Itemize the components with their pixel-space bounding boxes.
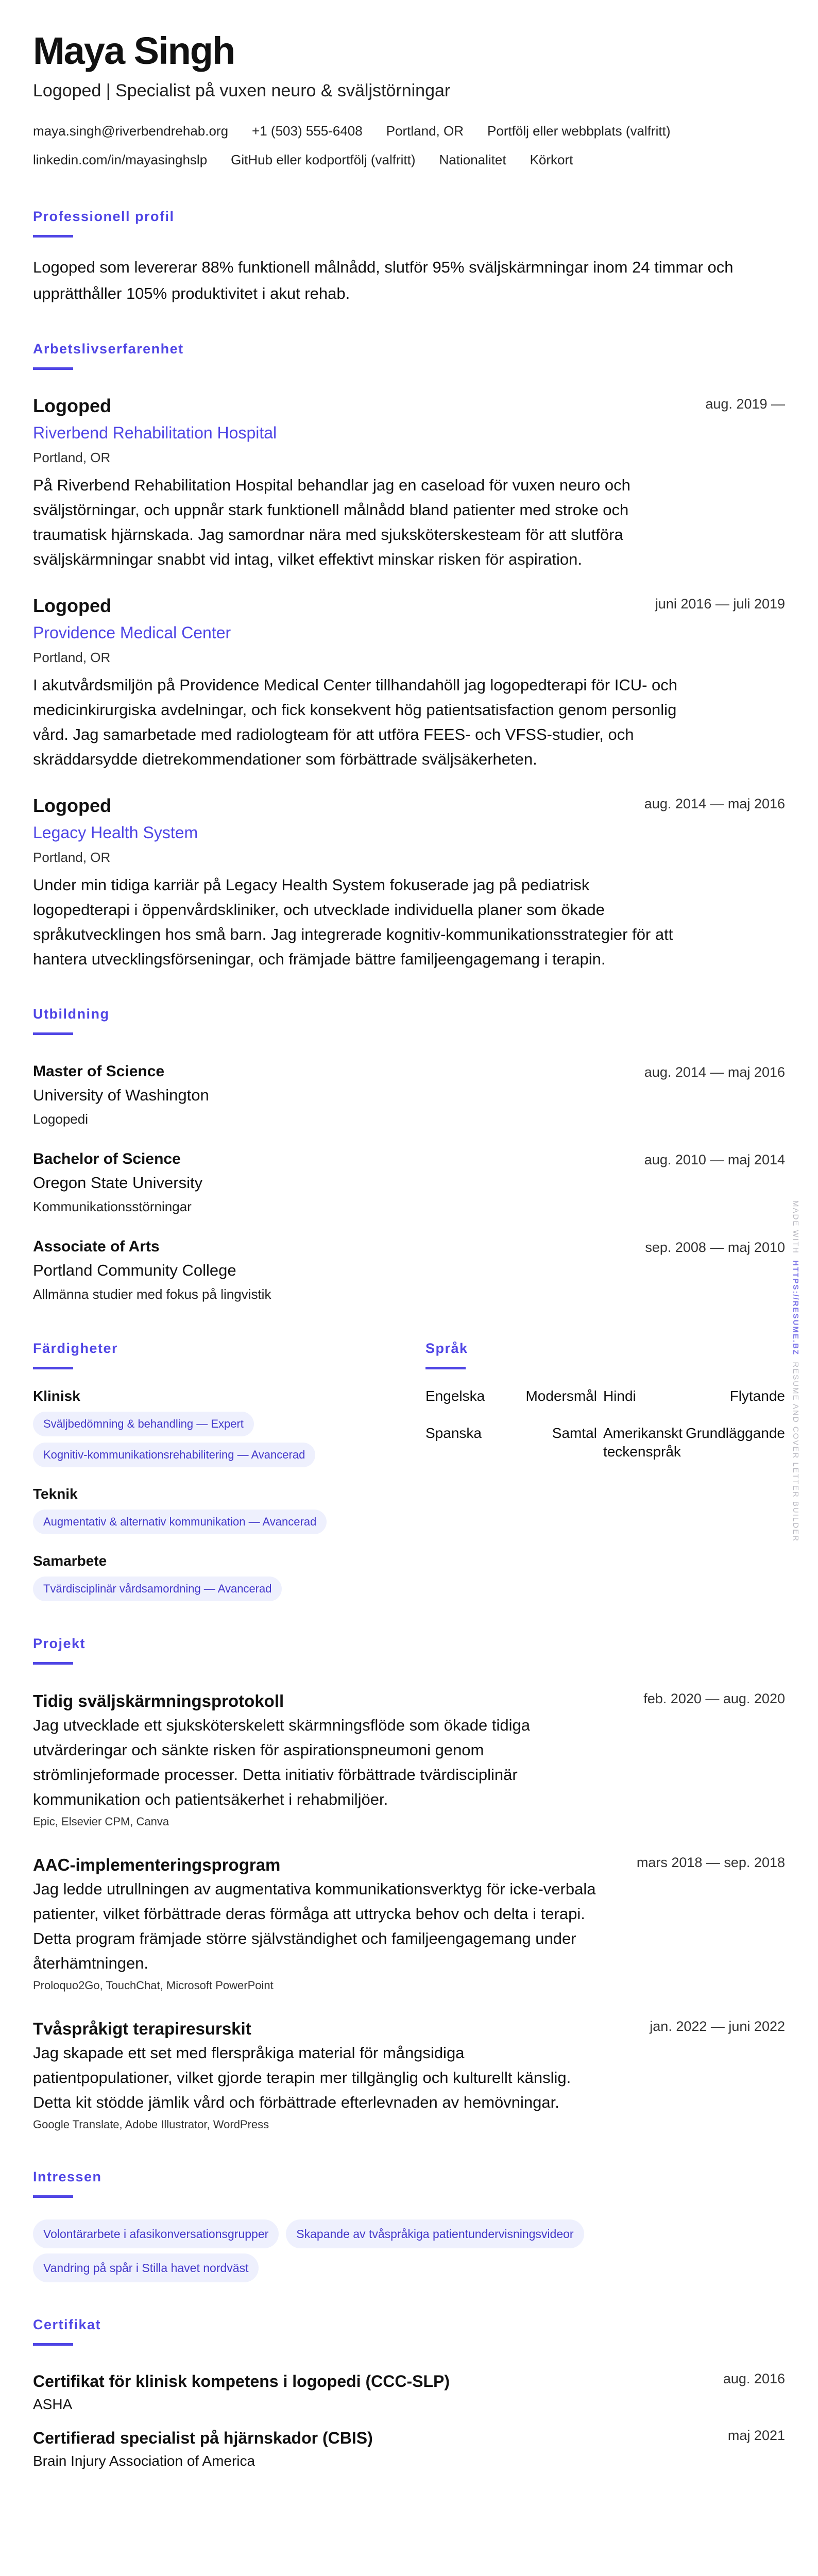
project-description: Jag skapade ett set med flerspråkiga material för mångsidiga patientpopulationer, vilket gjorde terapin mer tillgänglig och kulturellt känslig. Detta kit stödde jämlik vård och förbättrade efterlevnaden av hemövningar.	[33, 2044, 571, 2111]
education-date: sep. 2008 — maj 2010	[645, 1240, 785, 1255]
institution: Portland Community College	[33, 1261, 236, 1279]
education-section	[33, 1006, 785, 1306]
skill-tag: Augmentativ & alternativ kommunikation — Avancerad	[33, 1510, 327, 1534]
interest-tag: Volontärarbete i afasikonversationsgrupper	[33, 2219, 279, 2248]
contact-linkedin[interactable]: linkedin.com/in/mayasinghslp	[33, 152, 208, 167]
skill-category: Samarbete	[33, 1553, 107, 1569]
language-name: Amerikanskt teckenspråk	[603, 1425, 683, 1460]
contact-email[interactable]: maya.singh@riverbendrehab.org	[33, 123, 229, 139]
skill-tag: Tvärdisciplinär vårdsamordning — Avancerad	[33, 1577, 282, 1601]
watermark-prefix: MADE WITH	[791, 1200, 800, 1254]
language-list	[425, 1387, 785, 1480]
project-tools: Proloquo2Go, TouchChat, Microsoft PowerPoint	[33, 1979, 274, 1992]
section-title: Språk	[425, 1341, 468, 1356]
certificate-entry	[33, 2426, 785, 2472]
language-level: Grundläggande	[685, 1425, 785, 1441]
job-description: På Riverbend Rehabilitation Hospital behandlar jag en caseload för vuxen neuro och sväljstörningar, och uppnår stark funktionell målnådd bland patienter med stroke och traumatisk hjärnskada. Jag samordnar nära med sjuksköterskesteam för att slutföra sväljskärmningar snabbt vid intag, vilket effektivt minskar risken för aspiration.	[33, 476, 630, 568]
language-level: Modersmål	[525, 1388, 597, 1404]
watermark-suffix: RESUME AND COVER LETTER BUILDER	[791, 1362, 800, 1542]
section-title: Intressen	[33, 2169, 102, 2184]
resume-header	[33, 29, 785, 174]
education-entry	[33, 1060, 785, 1131]
section-divider	[33, 2195, 73, 2198]
section-divider	[33, 1032, 73, 1035]
interest-tag: Skapande av tvåspråkiga patientundervisningsvideor	[286, 2219, 584, 2248]
language-level: Samtal	[552, 1425, 597, 1441]
section-divider	[33, 235, 73, 238]
job-date: juni 2016 — juli 2019	[655, 596, 785, 612]
job-date: aug. 2014 — maj 2016	[644, 796, 785, 811]
interest-tag: Vandring på spår i Stilla havet nordväst	[33, 2253, 259, 2282]
education-date: aug. 2010 — maj 2014	[644, 1152, 785, 1167]
skill-tags	[33, 1436, 425, 1467]
education-entry	[33, 1235, 785, 1306]
job-location: Portland, OR	[33, 450, 111, 465]
certificate-issuer: ASHA	[33, 2396, 73, 2412]
job-company: Legacy Health System	[33, 823, 198, 842]
section-divider	[33, 2343, 73, 2346]
section-divider	[33, 1367, 73, 1369]
job-company: Riverbend Rehabilitation Hospital	[33, 423, 277, 442]
job-description: Under min tidiga karriär på Legacy Health System fokuserade jag på pediatrisk logopedterapi i öppenvårdskliniker, och utvecklade individuella planer som ökade språkutvecklingen hos små barn. Jag integrerade kognitiv-kommunikationsstrategier för att hantera utvecklingsförseningar, och främjade bättre familjeengagemang i terapin.	[33, 876, 673, 968]
contact-portfolio[interactable]: Portfölj eller webbplats (valfritt)	[487, 123, 671, 139]
language-item	[603, 1387, 785, 1405]
contact-phone[interactable]: +1 (503) 555-6408	[252, 123, 363, 139]
project-date: mars 2018 — sep. 2018	[636, 1855, 785, 1870]
interest-tags	[33, 2214, 703, 2282]
language-item	[603, 1424, 785, 1461]
languages-section	[425, 1340, 785, 1601]
job-location: Portland, OR	[33, 850, 111, 865]
skill-tags	[33, 1570, 425, 1601]
job-location: Portland, OR	[33, 650, 111, 665]
skill-category: Teknik	[33, 1486, 78, 1502]
skill-category: Klinisk	[33, 1388, 80, 1404]
section-title: Professionell profil	[33, 209, 175, 224]
experience-entry	[33, 395, 785, 572]
certificate-issuer: Brain Injury Association of America	[33, 2453, 255, 2469]
degree: Bachelor of Science	[33, 1150, 181, 1167]
certificate-date: aug. 2016	[723, 2371, 785, 2386]
builder-watermark	[791, 1200, 800, 1542]
skills-languages-row	[33, 1340, 785, 1601]
skill-tag: Sväljbedömning & behandling — Expert	[33, 1412, 254, 1436]
project-entry	[33, 1853, 785, 1995]
skill-tag: Kognitiv-kommunikationsrehabilitering — Avancerad	[33, 1443, 315, 1467]
skill-tags	[33, 1503, 425, 1534]
certificate-name: Certifikat för klinisk kompetens i logopedi (CCC-SLP)	[33, 2372, 450, 2391]
institution: Oregon State University	[33, 1174, 203, 1192]
contact-nationality: Nationalitet	[439, 152, 506, 167]
language-name: Engelska	[425, 1388, 485, 1404]
field-of-study: Kommunikationsstörningar	[33, 1199, 192, 1214]
contact-list	[33, 116, 785, 174]
section-divider	[425, 1367, 466, 1369]
interests-section	[33, 2168, 785, 2282]
project-tools: Epic, Elsevier CPM, Canva	[33, 1815, 169, 1828]
candidate-headline: Logoped | Specialist på vuxen neuro & sväljstörningar	[33, 81, 451, 100]
language-name: Hindi	[603, 1388, 636, 1404]
project-name: Tvåspråkigt terapiresurskit	[33, 2019, 251, 2038]
project-description: Jag ledde utrullningen av augmentativa kommunikationsverktyg för icke-verbala patienter, vilket förbättrade deras förmåga att uttrycka behov och delta i terapi. Detta program främjade större självständighet och familjeengagemang under återhämtningen.	[33, 1880, 596, 1972]
contact-location: Portland, OR	[386, 123, 464, 139]
certificate-date: maj 2021	[727, 2428, 785, 2443]
language-level: Flytande	[729, 1388, 785, 1404]
profile-summary: Logoped som levererar 88% funktionell målnådd, slutför 95% sväljskärmningar inom 24 timmar och upprätthåller 105% produktivitet i akut rehab.	[33, 258, 734, 302]
job-title: Logoped	[33, 395, 111, 416]
section-title: Projekt	[33, 1636, 86, 1651]
field-of-study: Allmänna studier med fokus på lingvistik	[33, 1286, 271, 1302]
section-title: Utbildning	[33, 1006, 110, 1022]
section-title: Arbetslivserfarenhet	[33, 341, 184, 357]
candidate-name: Maya Singh	[33, 29, 235, 72]
job-title: Logoped	[33, 795, 111, 816]
section-divider	[33, 1662, 73, 1665]
project-entry	[33, 2017, 785, 2134]
job-description: I akutvårdsmiljön på Providence Medical Center tillhandahöll jag logopedterapi för ICU- och medicinkirurgiska avdelningar, och fick konsekvent hög patientsatisfaction genom personlig vård. Jag samarbetade med radiologteam för att utföra FEES- och VFSS-studier, och skräddarsydde dietrekommendationer som förbättrade sväljsäkerheten.	[33, 676, 678, 768]
profile-section	[33, 208, 785, 307]
job-title: Logoped	[33, 595, 111, 616]
language-item	[425, 1387, 597, 1405]
education-entry	[33, 1147, 785, 1218]
certificate-entry	[33, 2369, 785, 2416]
watermark-link[interactable]: HTTPS://RESUME.BZ	[791, 1260, 800, 1356]
contact-drivers-license: Körkort	[530, 152, 573, 167]
section-title: Färdigheter	[33, 1341, 118, 1356]
project-name: Tidig sväljskärmningsprotokoll	[33, 1691, 284, 1710]
project-date: jan. 2022 — juni 2022	[650, 2019, 785, 2034]
language-item	[425, 1424, 597, 1461]
certificates-section	[33, 2316, 785, 2472]
education-date: aug. 2014 — maj 2016	[644, 1064, 785, 1080]
certificate-name: Certifierad specialist på hjärnskador (CBIS)	[33, 2429, 373, 2447]
experience-section	[33, 341, 785, 972]
project-description: Jag utvecklade ett sjuksköterskelett skärmningsflöde som ökade tidiga utvärderingar och sänkte risken för aspirationspneumoni genom strömlinjeformade processer. Detta initiativ förbättrade tvärdisciplinär kommunikation och patientsäkerhet i rehabmiljöer.	[33, 1716, 530, 1808]
degree: Associate of Arts	[33, 1238, 160, 1255]
experience-entry	[33, 794, 785, 972]
skills-section	[33, 1340, 425, 1601]
experience-entry	[33, 595, 785, 772]
project-name: AAC-implementeringsprogram	[33, 1855, 281, 1874]
projects-section	[33, 1635, 785, 2134]
contact-github[interactable]: GitHub eller kodportfölj (valfritt)	[231, 152, 416, 167]
section-divider	[33, 367, 73, 370]
job-date: aug. 2019 —	[705, 396, 785, 412]
degree: Master of Science	[33, 1063, 165, 1080]
job-company: Providence Medical Center	[33, 623, 231, 642]
project-date: feb. 2020 — aug. 2020	[643, 1691, 785, 1706]
institution: University of Washington	[33, 1086, 209, 1104]
language-name: Spanska	[425, 1425, 482, 1441]
project-entry	[33, 1689, 785, 1832]
field-of-study: Logopedi	[33, 1111, 88, 1127]
section-title: Certifikat	[33, 2317, 101, 2332]
project-tools: Google Translate, Adobe Illustrator, WordPress	[33, 2118, 269, 2131]
skill-tags	[33, 1405, 425, 1436]
